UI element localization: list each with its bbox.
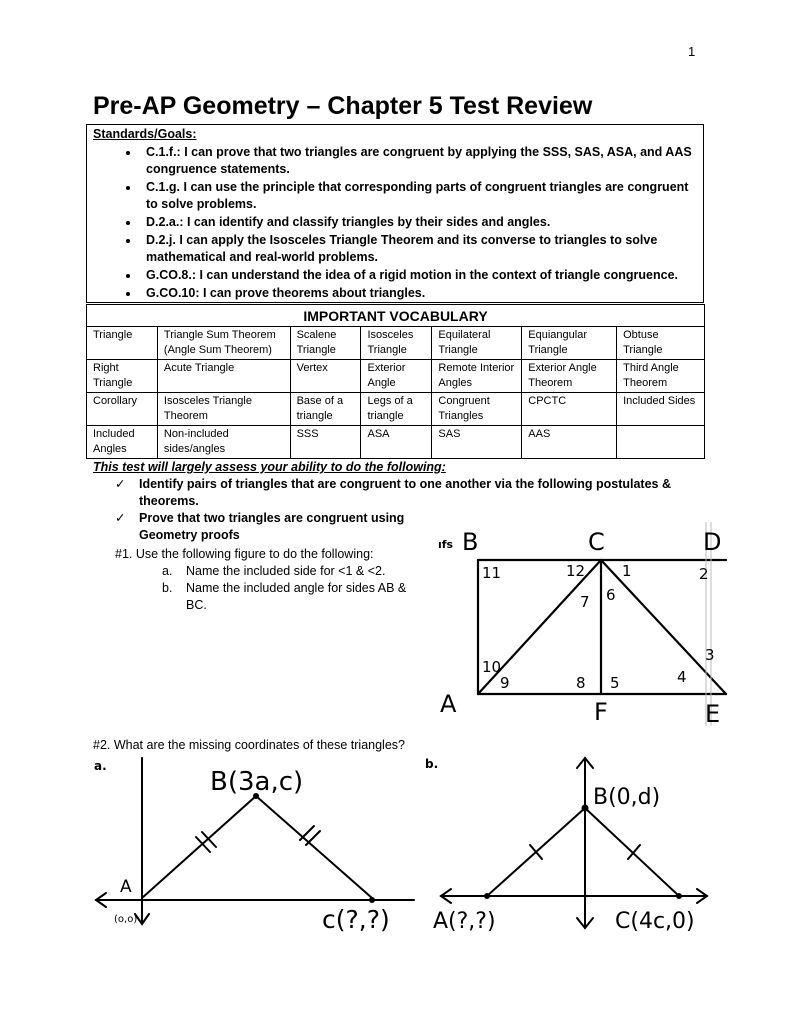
standard-item: • G.CO.10: I can prove theorems about triangles. xyxy=(140,285,697,302)
label-c: c(?,?) xyxy=(322,905,390,934)
point-label-d: D xyxy=(703,528,722,556)
side-bc xyxy=(256,796,372,898)
assess-heading: This test will largely assess your ability to do the following: xyxy=(93,460,446,474)
part-marker: a. xyxy=(162,564,173,578)
vocab-cell: Isosceles Triangle Theorem xyxy=(157,393,290,426)
standards-list xyxy=(93,144,697,302)
page-number: 1 xyxy=(688,44,696,59)
point-label-a: A xyxy=(440,690,457,718)
vocab-cell: Right Triangle xyxy=(87,360,158,393)
checklist-text: Prove that two triangles are congruent using Geometry proofs xyxy=(139,511,405,542)
angle-label: 1 xyxy=(622,562,632,580)
vocabulary-header-row xyxy=(87,305,705,327)
point-label-b: B xyxy=(462,528,479,556)
vocab-cell: Acute Triangle xyxy=(157,360,290,393)
vocabulary-table xyxy=(86,304,705,459)
vocab-cell: Isosceles Triangle xyxy=(361,327,432,360)
question-2-prompt: #2. What are the missing coordinates of these triangles? xyxy=(93,738,405,752)
table-row xyxy=(87,393,705,426)
part-text: Name the included side for <1 & <2. xyxy=(186,564,386,578)
vertex-c xyxy=(369,897,375,903)
vocabulary-heading: IMPORTANT VOCABULARY xyxy=(87,305,705,327)
label-origin: (o,o) xyxy=(114,914,138,925)
figure-tag: b. xyxy=(425,757,439,771)
question-2a-figure xyxy=(90,752,420,952)
vocab-cell: Equiangular Triangle xyxy=(522,327,617,360)
angle-label: 10 xyxy=(482,658,502,676)
vocab-cell xyxy=(617,426,705,459)
vocab-cell: Non-included sides/angles xyxy=(157,426,290,459)
angle-label: 6 xyxy=(606,586,616,604)
vocab-cell: Included Sides xyxy=(617,393,705,426)
point-label-f: F xyxy=(594,698,608,726)
angle-label: 5 xyxy=(610,674,620,692)
standards-box xyxy=(86,124,704,303)
angle-label: 12 xyxy=(566,562,586,580)
checkmark-icon: ✓ xyxy=(115,511,126,525)
question-1-figure xyxy=(420,512,791,742)
angle-label: 4 xyxy=(677,668,687,686)
side-ab xyxy=(142,796,256,898)
scan-fragment: ıfs xyxy=(438,538,454,551)
checkmark-icon: ✓ xyxy=(115,477,126,491)
label-b: B(0,d) xyxy=(593,785,661,810)
vocab-cell: Third Angle Theorem xyxy=(617,360,705,393)
vertex-b xyxy=(582,805,589,812)
angle-label: 2 xyxy=(699,565,709,583)
checklist-item xyxy=(115,476,701,510)
standards-heading: Standards/Goals: xyxy=(93,127,197,141)
angle-label: 9 xyxy=(500,674,510,692)
question-1-prompt: #1. Use the following figure to do the following: xyxy=(115,547,374,561)
vocab-cell: Equilateral Triangle xyxy=(432,327,522,360)
vertex-c xyxy=(676,893,682,899)
label-a: A xyxy=(120,877,132,897)
vocab-cell: CPCTC xyxy=(522,393,617,426)
label-c: C(4c,0) xyxy=(615,909,695,934)
question-2b-figure xyxy=(425,752,725,952)
standard-item: • D.2.a.: I can identify and classify triangles by their sides and angles. xyxy=(140,214,697,231)
page-title: Pre-AP Geometry – Chapter 5 Test Review xyxy=(93,92,593,120)
label-b: B(3a,c) xyxy=(210,767,304,797)
table-row xyxy=(87,426,705,459)
point-label-e: E xyxy=(705,700,721,728)
label-a: A(?,?) xyxy=(433,909,496,934)
figure-tag: a. xyxy=(94,759,107,773)
angle-label: 7 xyxy=(580,593,590,611)
checklist-item xyxy=(115,510,429,544)
vocab-cell: Obtuse Triangle xyxy=(617,327,705,360)
question-part xyxy=(162,580,416,614)
angle-label: 3 xyxy=(705,646,715,664)
table-row xyxy=(87,360,705,393)
angle-label: 8 xyxy=(576,674,586,692)
angle-label: 11 xyxy=(482,564,502,582)
vocab-cell: AAS xyxy=(522,426,617,459)
vocab-cell: Legs of a triangle xyxy=(361,393,432,426)
vocab-cell: Base of a triangle xyxy=(290,393,361,426)
standard-item: • G.CO.8.: I can understand the idea of a rigid motion in the context of triangle congruence. xyxy=(140,267,697,284)
question-1-parts xyxy=(162,563,416,614)
vocab-cell: Triangle xyxy=(87,327,158,360)
vocab-cell: Scalene Triangle xyxy=(290,327,361,360)
vocab-cell: Triangle Sum Theorem (Angle Sum Theorem) xyxy=(157,327,290,360)
checklist-text: Identify pairs of triangles that are congruent to one another via the following postulates & theorems. xyxy=(139,477,672,508)
vocab-cell: Exterior Angle Theorem xyxy=(522,360,617,393)
vocab-cell: Remote Interior Angles xyxy=(432,360,522,393)
vocab-cell: Congruent Triangles xyxy=(432,393,522,426)
standard-item: • C.1.g. I can use the principle that corresponding parts of congruent triangles are congruent to solve problems. xyxy=(140,179,697,213)
part-text: Name the included angle for sides AB & BC. xyxy=(186,581,407,612)
point-label-c: C xyxy=(588,528,605,556)
vocab-cell: Vertex xyxy=(290,360,361,393)
side-bc xyxy=(585,808,679,896)
vertex-a xyxy=(484,893,490,899)
vocab-cell: Included Angles xyxy=(87,426,158,459)
vocab-cell: SAS xyxy=(432,426,522,459)
vocab-cell: Corollary xyxy=(87,393,158,426)
part-marker: b. xyxy=(162,581,173,595)
vocab-cell: SSS xyxy=(290,426,361,459)
vocab-cell: ASA xyxy=(361,426,432,459)
standard-item: • C.1.f.: I can prove that two triangles are congruent by applying the SSS, SAS, ASA, and AAS congruence statements. xyxy=(140,144,697,178)
question-part xyxy=(162,563,416,580)
vocab-cell: Exterior Angle xyxy=(361,360,432,393)
table-row xyxy=(87,327,705,360)
standard-item: • D.2.j. I can apply the Isosceles Triangle Theorem and its converse to triangles to solve mathematical and real-world problems. xyxy=(140,232,697,266)
